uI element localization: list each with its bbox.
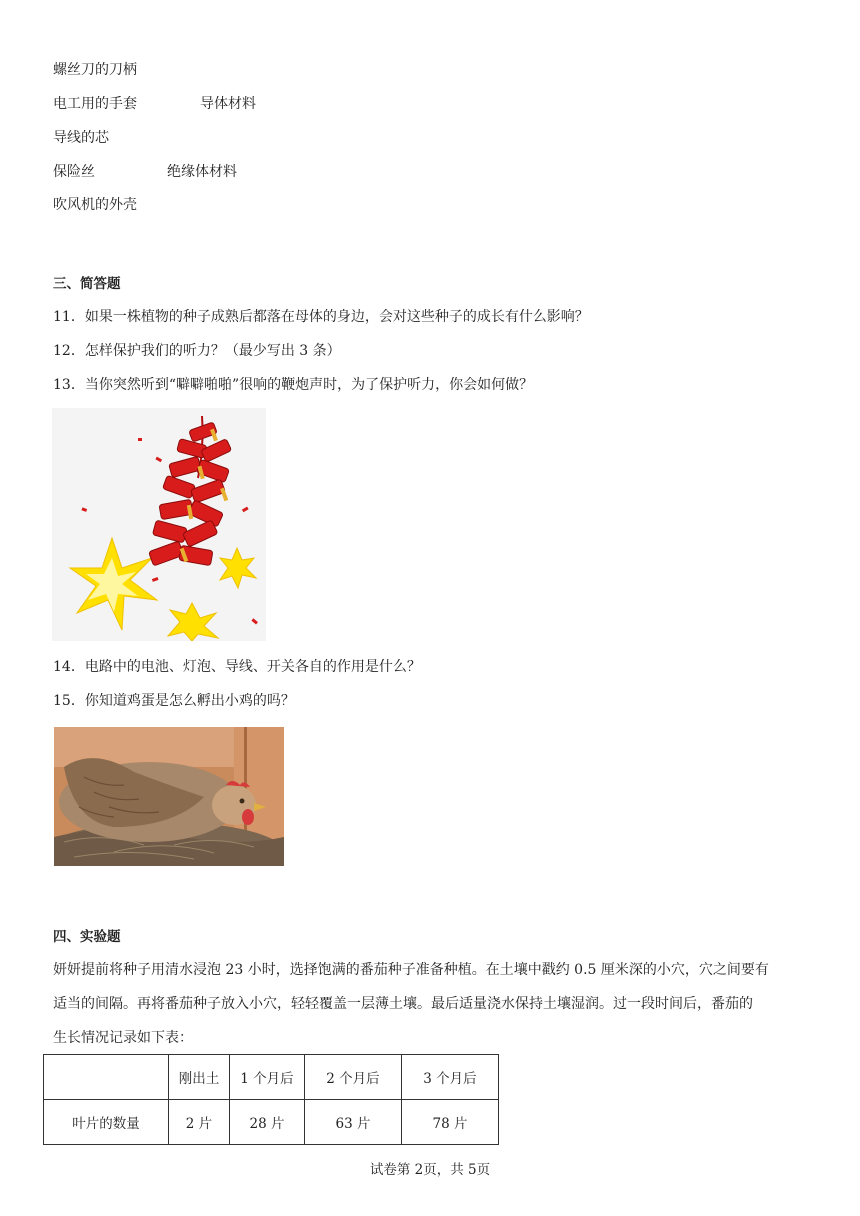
section-heading-short-answer: 三、简答题 <box>53 276 121 292</box>
table-cell: 2 片 <box>169 1100 230 1145</box>
table-cell: 78 片 <box>402 1100 499 1145</box>
hen-on-nest-image <box>54 727 284 866</box>
match-item-screwdriver-handle: 螺丝刀的刀柄 <box>53 62 137 78</box>
table-row-label: 叶片的数量 <box>44 1100 169 1145</box>
section-heading-experiment: 四、实验题 <box>53 929 121 945</box>
match-item-fuse: 保险丝 <box>53 164 95 180</box>
match-option-insulator: 绝缘体材料 <box>167 164 237 180</box>
table-cell: 63 片 <box>305 1100 402 1145</box>
experiment-paragraph-line-3: 生长情况记录如下表： <box>53 1030 193 1046</box>
question-11: 11．如果一株植物的种子成熟后都落在母体的身边，会对这些种子的成长有什么影响？ <box>53 309 589 325</box>
question-13: 13．当你突然听到“噼噼啪啪”很响的鞭炮声时，为了保护听力，你会如何做？ <box>53 377 534 393</box>
table-header-cell: 3 个月后 <box>402 1055 499 1100</box>
table-header-cell: 2 个月后 <box>305 1055 402 1100</box>
match-option-conductor: 导体材料 <box>200 96 256 112</box>
firecracker-image <box>52 408 266 641</box>
table-header-row <box>44 1055 499 1100</box>
table-header-cell-empty <box>44 1055 169 1100</box>
tomato-growth-table <box>43 1054 499 1145</box>
table-row <box>44 1100 499 1145</box>
table-cell: 28 片 <box>230 1100 305 1145</box>
table-header-cell: 1 个月后 <box>230 1055 305 1100</box>
question-14: 14．电路中的电池、灯泡、导线、开关各自的作用是什么？ <box>53 659 421 675</box>
question-12: 12．怎样保护我们的听力？（最少写出 3 条） <box>53 343 341 359</box>
match-item-wire-core: 导线的芯 <box>53 130 109 146</box>
table-header-cell: 刚出土 <box>169 1055 230 1100</box>
experiment-paragraph-line-2: 适当的间隔。再将番茄种子放入小穴，轻轻覆盖一层薄土壤。最后适量浇水保持土壤湿润。过一段时间后，番茄的 <box>53 996 753 1012</box>
match-item-hairdryer-shell: 吹风机的外壳 <box>53 197 137 213</box>
experiment-paragraph-line-1: 妍妍提前将种子用清水浸泡 23 小时，选择饱满的番茄种子准备种植。在土壤中戳约 0.5 厘米深的小穴，穴之间要有 <box>53 962 769 978</box>
page-footer: 试卷第 2页，共 5页 <box>369 1162 491 1178</box>
match-item-electrician-gloves: 电工用的手套 <box>53 96 137 112</box>
question-15: 15．你知道鸡蛋是怎么孵出小鸡的吗？ <box>53 693 295 709</box>
